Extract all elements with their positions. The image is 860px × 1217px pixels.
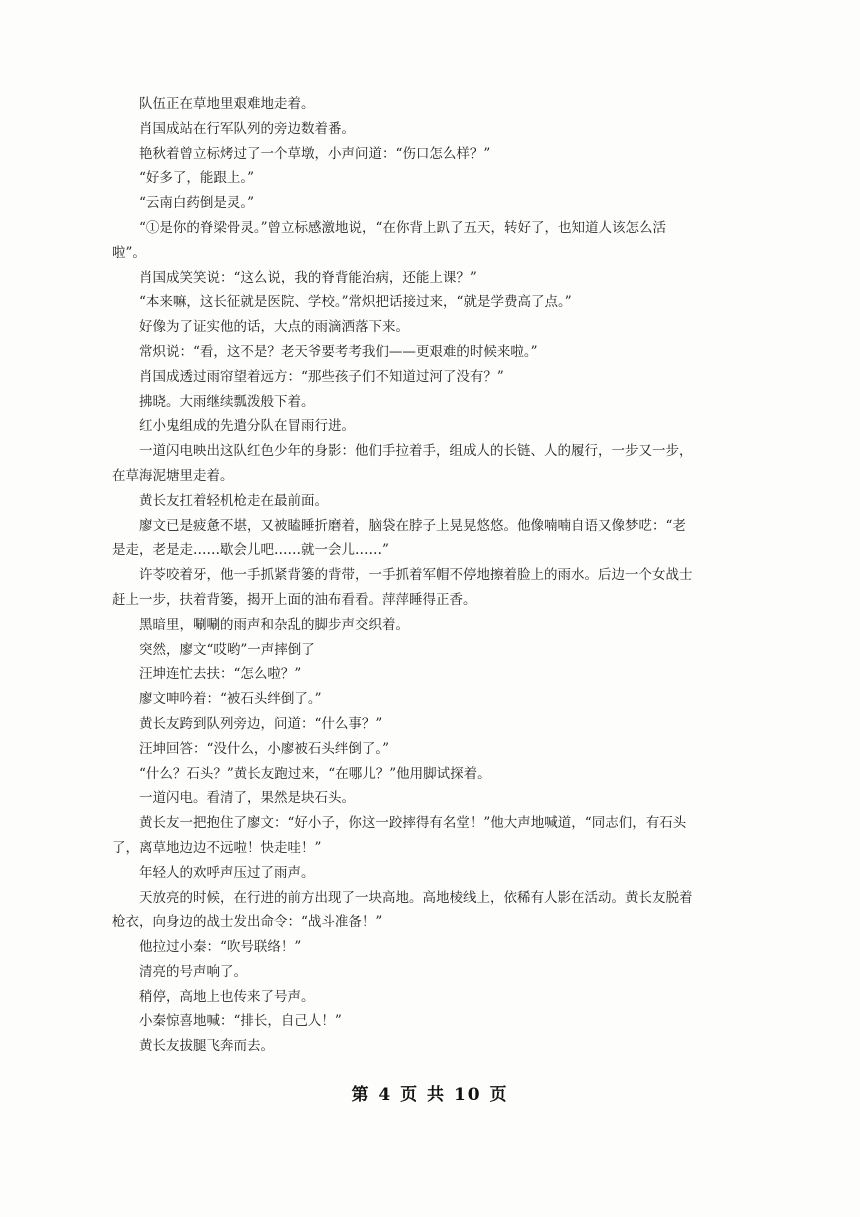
- paragraph: 肖国成透过雨帘望着远方：“那些孩子们不知道过河了没有？”: [139, 368, 504, 385]
- paragraph: 黑暗里，唰唰的雨声和杂乱的脚步声交织着。: [139, 616, 409, 633]
- paragraph: 许苓咬着牙，他一手抓紧背篓的背带，一手抓着军帽不停地擦着脸上的雨水。后边一个女战士赶上一步，扶着背篓，揭开上面的油布看看。萍萍睡得正香。: [112, 567, 693, 608]
- paragraph: 常炽说：“看，这不是？老天爷要考考我们——更艰难的时候来啦。”: [139, 343, 538, 360]
- paragraph: 稍停，高地上也传来了号声。: [139, 988, 315, 1005]
- body-text: [112, 92, 697, 1059]
- paragraph: “①是你的脊梁骨灵。”曾立标感激地说，“在你背上趴了五天，转好了，也知道人该怎么活啦”。: [112, 219, 666, 261]
- paragraph: 廖文呻吟着：“被石头绊倒了。”: [139, 691, 322, 708]
- paragraph: 拂晓。大雨继续瓢泼般下着。: [139, 393, 315, 410]
- paragraph: “本来嘛，这长征就是医院、学校。”常炽把话接过来，“就是学费高了点。”: [139, 294, 572, 311]
- paragraph: “什么？石头？”黄长友跑过来，“在哪儿？”他用脚试探着。: [139, 765, 491, 782]
- paragraph: 廖文已是疲惫不堪，又被瞌睡折磨着，脑袋在脖子上晃晃悠悠。他像喃喃自语又像梦呓：“老是走，老是走……歇会儿吧……就一会儿……”: [112, 517, 686, 559]
- paragraph: 汪坤连忙去扶：“怎么啦？”: [139, 666, 302, 683]
- paragraph: 艳秋着曾立标烤过了一个草墩，小声问道：“伤口怎么样？”: [139, 145, 491, 162]
- paragraph: 清亮的号声响了。: [139, 963, 247, 980]
- paragraph: 肖国成笑笑说：“这么说，我的脊背能治病，还能上课？”: [139, 269, 477, 286]
- paragraph: 红小鬼组成的先遣分队在冒雨行进。: [139, 418, 355, 435]
- paragraph: 年轻人的欢呼声压过了雨声。: [139, 864, 315, 881]
- paragraph: 小秦惊喜地喊：“排长，自己人！”: [139, 1013, 342, 1030]
- paragraph: 黄长友拔腿飞奔而去。: [139, 1038, 274, 1055]
- paragraph: 汪坤回答：“没什么，小廖被石头绊倒了。”: [139, 740, 390, 757]
- paragraph: 黄长友一把抱住了廖文：“好小子，你这一跤摔得有名堂！”他大声地喊道，“同志们，有石头了，离草地边边不远啦！快走哇！”: [112, 815, 687, 856]
- paragraph: 肖国成站在行军队列的旁边数着番。: [139, 120, 355, 137]
- paragraph: 一道闪电。看清了，果然是块石头。: [139, 790, 355, 807]
- paragraph: 突然，廖文“哎哟”一声摔倒了: [139, 641, 315, 658]
- paragraph: 一道闪电映出这队红色少年的身影：他们手拉着手，组成人的长链、人的履行，一步又一步，在草海泥塘里走着。: [112, 443, 693, 484]
- paragraph: “云南白药倒是灵。”: [139, 195, 255, 212]
- paragraph: “好多了，能跟上。”: [139, 170, 255, 187]
- paragraph: 天放亮的时候，在行进的前方出现了一块高地。高地棱线上，依稀有人影在活动。黄长友脱着枪衣，向身边的战士发出命令：“战斗准备！”: [112, 889, 693, 931]
- paragraph: 黄长友扛着轻机枪走在最前面。: [139, 492, 328, 509]
- paragraph: 队伍正在草地里艰难地走着。: [139, 96, 315, 112]
- paragraph: 他拉过小秦：“吹号联络！”: [139, 939, 302, 956]
- paragraph: 好像为了证实他的话，大点的雨滴洒落下来。: [139, 319, 409, 336]
- page-number: 第 4 页 共 10 页: [351, 1085, 509, 1105]
- paragraph: 黄长友跨到队列旁边，问道：“什么事？”: [139, 715, 383, 732]
